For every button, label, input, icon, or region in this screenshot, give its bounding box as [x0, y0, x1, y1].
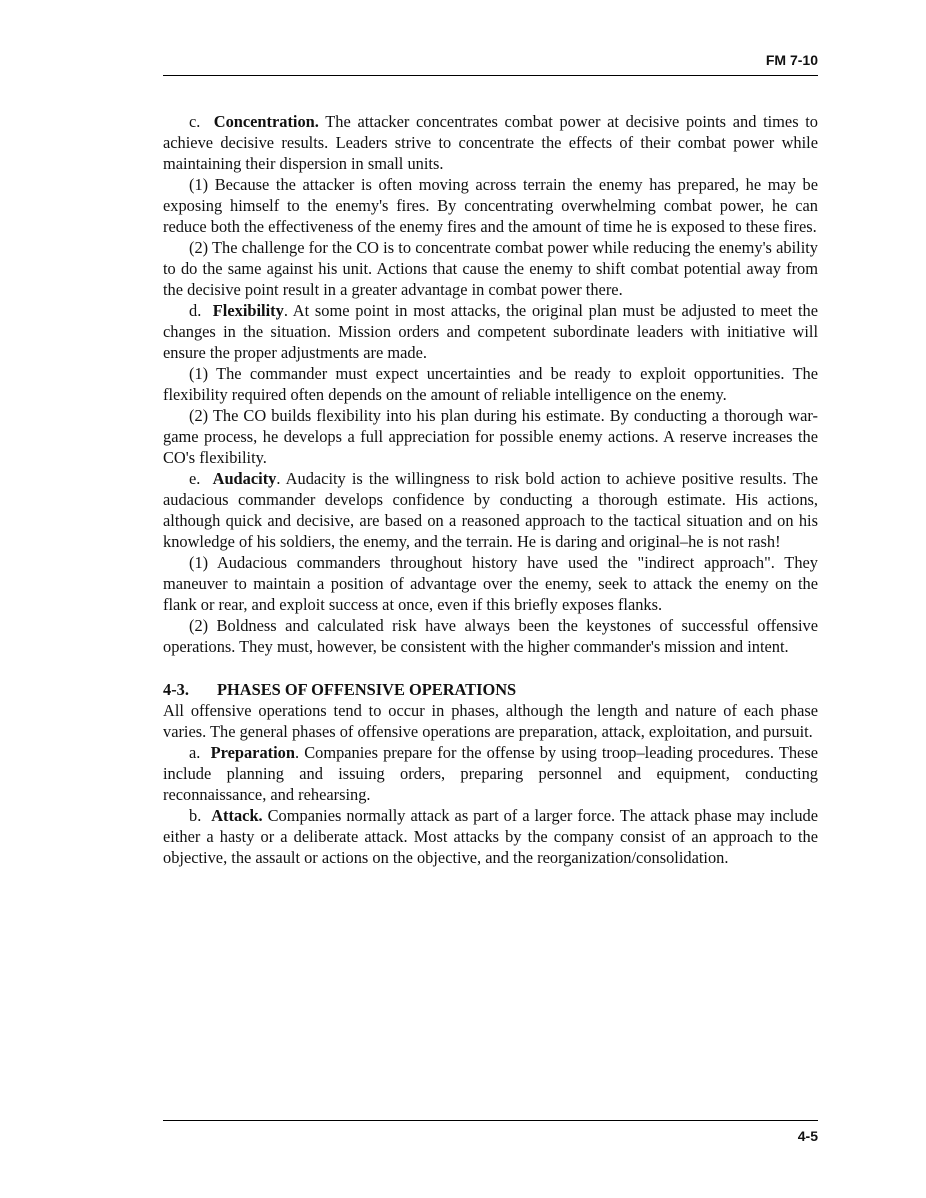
paragraph-text: (1) Because the attacker is often moving across terrain the enemy has prepared, he may be exposing himself to the enemy's fires. By concentrating overwhelming combat power, he can reduce both the effectiveness of the enemy fires and the amount of time he is exposed to these fires.: [163, 175, 818, 236]
paragraph-label: a.: [189, 743, 201, 762]
paragraph-flexibility-2: [163, 405, 818, 468]
paragraph-term: Flexibility: [212, 301, 284, 320]
paragraph-text: . Audacity is the willingness to risk bold action to achieve positive results. The audacious commander develops confidence by conducting a thorough estimate. His actions, although quick and decisive, are based on a reasoned approach to the tactical situation and on his knowledge of his soldiers, the enemy, and the terrain. He is daring and original–he is not rash!: [163, 469, 818, 551]
paragraph-concentration-1: [163, 174, 818, 237]
paragraph-text: (1) The commander must expect uncertainties and be ready to exploit opportunities. The flexibility required often depends on the amount of reliable intelligence on the enemy.: [163, 364, 818, 404]
paragraph-label: b.: [189, 806, 202, 825]
paragraph-text: . At some point in most attacks, the original plan must be adjusted to meet the changes in the situation. Mission orders and competent subordinate leaders with initiative will ensure the proper adjustments are made.: [163, 301, 818, 362]
paragraph-audacity: [163, 468, 818, 552]
document-body: [163, 111, 818, 868]
paragraph-text: (2) The CO builds flexibility into his plan during his estimate. By conducting a thorough war-game process, he develops a full appreciation for possible enemy actions. A reserve increases the CO's flexibility.: [163, 406, 818, 467]
paragraph-concentration: [163, 111, 818, 174]
paragraph-flexibility-1: [163, 363, 818, 405]
section-heading: [163, 679, 818, 700]
paragraph-audacity-2: [163, 615, 818, 657]
paragraph-term: Audacity: [212, 469, 277, 488]
section-title: PHASES OF OFFENSIVE OPERATIONS: [217, 680, 517, 699]
section-number: 4-3.: [163, 680, 189, 699]
header-rule: [163, 75, 818, 76]
paragraph-label: c.: [189, 112, 201, 131]
paragraph-text: Companies normally attack as part of a larger force. The attack phase may include either a hasty or a deliberate attack. Most attacks by the company consist of an approach to the objective, the assault or actions on the objective, and the reorganization/consolidation.: [163, 806, 818, 867]
paragraph-label: e.: [189, 469, 201, 488]
paragraph-term: Attack.: [211, 806, 263, 825]
paragraph-term: Concentration.: [213, 112, 319, 131]
paragraph-text: (2) Boldness and calculated risk have always been the keystones of successful offensive operations. They must, however, be consistent with the higher commander's mission and intent.: [163, 616, 818, 656]
paragraph-term: Preparation: [210, 743, 295, 762]
paragraph-text: (1) Audacious commanders throughout history have used the "indirect approach". They maneuver to maintain a position of advantage over the enemy, seek to attack the enemy on the flank or rear, and exploit success at once, even if this briefly exposes flanks.: [163, 553, 818, 614]
section-intro: All offensive operations tend to occur in phases, although the length and nature of each phase varies. The general phases of offensive operations are preparation, attack, exploitation, and pursuit.: [163, 701, 818, 741]
paragraph-concentration-2: [163, 237, 818, 300]
paragraph-text: . Companies prepare for the offense by using troop–leading procedures. These include planning and issuing orders, preparing personnel and equipment, conducting reconnaissance, and rehearsing.: [163, 743, 818, 804]
footer-rule: [163, 1120, 818, 1121]
paragraph-audacity-1: [163, 552, 818, 615]
doc-id-header: FM 7-10: [765, 52, 818, 68]
paragraph-attack: [163, 805, 818, 868]
paragraph-preparation: [163, 742, 818, 805]
paragraph-text: The attacker concentrates combat power at decisive points and times to achieve decisive results. Leaders strive to concentrate the effects of their combat power while maintaining their dispersion in small units.: [163, 112, 818, 173]
paragraph-label: d.: [189, 301, 202, 320]
paragraph-flexibility: [163, 300, 818, 363]
paragraph-text: (2) The challenge for the CO is to concentrate combat power while reducing the enemy's ability to do the same against his unit. Actions that cause the enemy to shift combat potential away from the decisive point result in a greater advantage in combat power there.: [163, 238, 818, 299]
page-number: 4-5: [797, 1128, 818, 1144]
